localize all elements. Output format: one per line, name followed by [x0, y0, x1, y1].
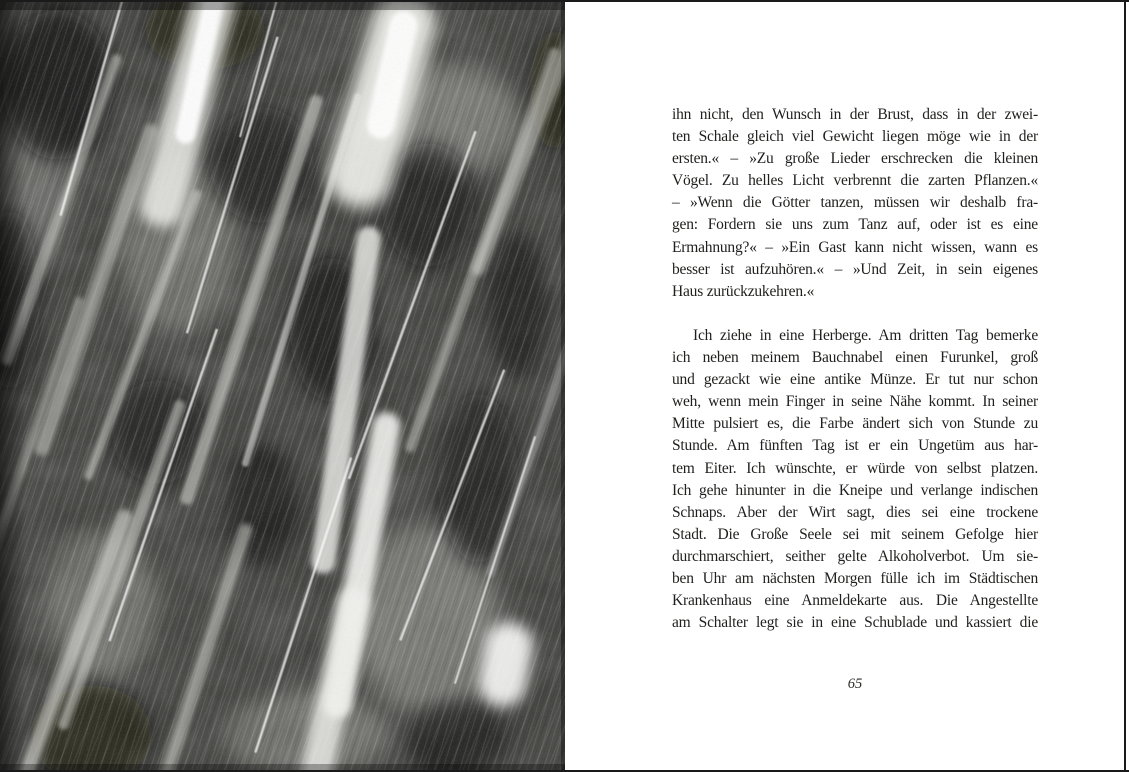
text-line: Mitte pulsiert es, die Farbe ändert sich von Stunde zu [672, 415, 1038, 433]
text-line: weh, wenn mein Finger in seine Nähe kommt. In seiner [672, 393, 1038, 411]
text-line: besser ist aufzuhören.« – »Und Zeit, in sein eigenes [672, 260, 1038, 278]
text-line: ben Uhr am nächsten Morgen fülle ich im Städtischen [672, 569, 1038, 587]
text-line: Ermahnung?« – »Ein Gast kann nicht wissen, wann es [672, 238, 1038, 256]
paragraph [672, 104, 1038, 303]
body-text [672, 104, 1038, 634]
paragraph [672, 325, 1038, 634]
scan-edge-top [0, 0, 1129, 2]
text-line: Ich ziehe in eine Herberge. Am dritten Tag bemerke [693, 326, 1038, 344]
text-line: ihn nicht, den Wunsch in der Brust, dass in der zwei- [672, 106, 1038, 123]
text-line: ich neben meinem Bauchnabel einen Furunkel, groß [672, 349, 1038, 367]
scan-edge-right [1124, 0, 1126, 772]
page-number: 65 [847, 676, 863, 692]
text-line: Stunde. Am fünften Tag ist er ein Ungetüm aus har- [672, 437, 1038, 455]
text-line: ten Schale gleich viel Gewicht liegen möge wie in der [672, 128, 1038, 146]
text-line: tem Eiter. Ich wünschte, er würde von selbst platzen. [672, 459, 1038, 477]
text-line: Krankenhaus eine Anmeldekarte aus. Die Angestellte [672, 592, 1038, 610]
text-line: ersten.« – »Zu große Lieder erschrecken die kleinen [672, 150, 1038, 168]
text-line: Vögel. Zu helles Licht verbrennt die zarten Pflanzen.« [672, 172, 1038, 190]
text-line: Ich gehe hinunter in die Kneipe und verlange indischen [672, 481, 1038, 499]
text-line: und gezackt wie eine antike Münze. Er tut nur schon [672, 371, 1038, 389]
text-line: am Schalter legt sie in eine Schublade und kassiert die [672, 614, 1038, 632]
text-line: durchmarschiert, seither gelte Alkoholverbot. Um sie- [672, 547, 1038, 565]
text-line: gen: Fordern sie uns zum Tanz auf, oder ist es eine [672, 216, 1038, 234]
text-line: – »Wenn die Götter tanzen, müssen wir deshalb fra- [672, 194, 1038, 212]
text-line: Stadt. Die Große Seele sei mit seinem Gefolge hier [672, 525, 1038, 543]
text-line: Haus zurückzukehren.« [672, 282, 815, 300]
text-line: Schnaps. Aber der Wirt sagt, dies sei eine trockene [672, 503, 1038, 521]
